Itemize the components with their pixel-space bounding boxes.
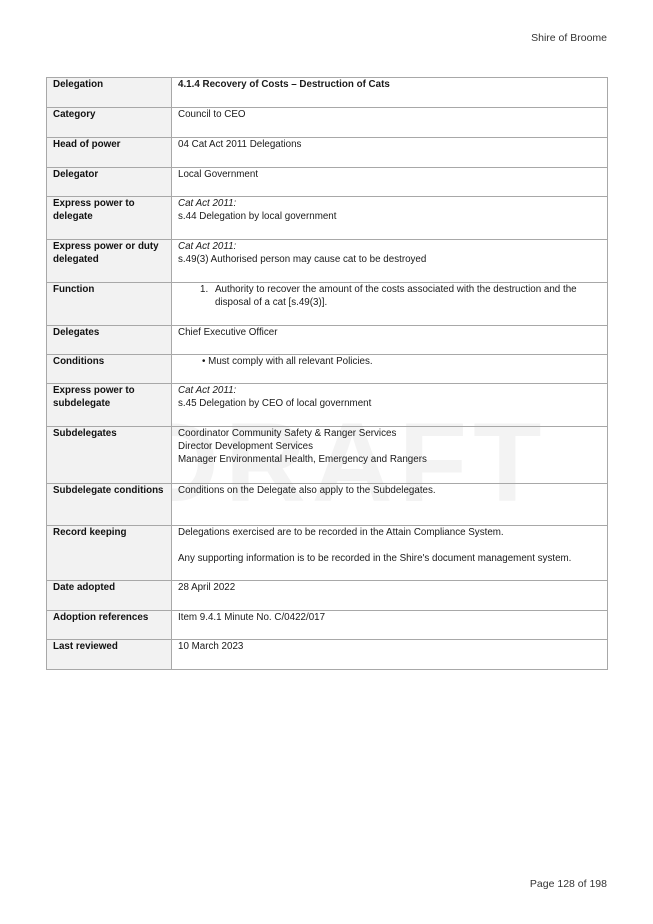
row-label: Last reviewed: [47, 640, 172, 670]
row-label: Function: [47, 283, 172, 326]
subdelegate-line: Manager Environmental Health, Emergency and Rangers: [178, 454, 427, 465]
table-row-record-keeping: [47, 526, 608, 581]
row-value: [172, 526, 608, 581]
record-keeping-paragraph: Any supporting information is to be recorded in the Shire's document management system.: [178, 553, 572, 564]
row-label: Delegates: [47, 326, 172, 355]
row-label: Adoption references: [47, 611, 172, 640]
row-value: 28 April 2022: [172, 581, 608, 611]
delegation-title: 4.1.4 Recovery of Costs – Destruction of Cats: [172, 78, 608, 108]
table-row-subdelegates: [47, 427, 608, 484]
row-value: Chief Executive Officer: [172, 326, 608, 355]
row-label: Date adopted: [47, 581, 172, 611]
table-row-delegates: [47, 326, 608, 355]
page-header-organisation: Shire of Broome: [531, 32, 607, 44]
page-number: Page 128 of 198: [529, 878, 607, 890]
row-label: Subdelegates: [47, 427, 172, 484]
section-text: s.45 Delegation by CEO of local government: [178, 398, 372, 409]
row-label: Express power to delegate: [47, 197, 172, 240]
table-row-conditions: [47, 355, 608, 384]
row-label: Delegation: [47, 78, 172, 108]
table-row-express-power-or-duty-delegated: [47, 240, 608, 283]
delegation-table: [46, 77, 608, 670]
table-row-adoption-references: [47, 611, 608, 640]
row-value: [172, 427, 608, 484]
row-label: Category: [47, 108, 172, 138]
table-row-delegator: [47, 168, 608, 197]
table-row-express-power-to-delegate: [47, 197, 608, 240]
table-row-category: [47, 108, 608, 138]
act-name: Cat Act 2011:: [178, 385, 237, 396]
row-label: Head of power: [47, 138, 172, 168]
table-row-head-of-power: [47, 138, 608, 168]
table-row-last-reviewed: [47, 640, 608, 670]
list-number: 1.: [200, 284, 209, 295]
row-value: Item 9.4.1 Minute No. C/0422/017: [172, 611, 608, 640]
row-label: Express power or duty delegated: [47, 240, 172, 283]
table-row-express-power-to-subdelegate: [47, 384, 608, 427]
row-value: 04 Cat Act 2011 Delegations: [172, 138, 608, 168]
bullet-icon: •: [202, 356, 209, 367]
row-value: Council to CEO: [172, 108, 608, 138]
row-value: [172, 283, 608, 326]
row-label: Conditions: [47, 355, 172, 384]
row-label: Subdelegate conditions: [47, 484, 172, 526]
row-value: Local Government: [172, 168, 608, 197]
condition-bullet-item: [178, 355, 601, 368]
row-value: [172, 384, 608, 427]
act-name: Cat Act 2011:: [178, 198, 237, 209]
act-name: Cat Act 2011:: [178, 241, 237, 252]
row-label: Express power to subdelegate: [47, 384, 172, 427]
record-keeping-paragraph: Delegations exercised are to be recorded in the Attain Compliance System.: [178, 527, 504, 538]
table-row-date-adopted: [47, 581, 608, 611]
subdelegate-line: Coordinator Community Safety & Ranger Services: [178, 428, 397, 439]
row-value: [172, 355, 608, 384]
table-row-function: [47, 283, 608, 326]
row-value: 10 March 2023: [172, 640, 608, 670]
row-value: [172, 197, 608, 240]
section-text: s.44 Delegation by local government: [178, 211, 337, 222]
section-text: s.49(3) Authorised person may cause cat to be destroyed: [178, 254, 427, 265]
row-value: Conditions on the Delegate also apply to the Subdelegates.: [172, 484, 608, 526]
function-list-item: [178, 283, 601, 309]
bullet-text: Must comply with all relevant Policies.: [208, 356, 373, 367]
table-row-subdelegate-conditions: [47, 484, 608, 526]
row-label: Delegator: [47, 168, 172, 197]
list-text: Authority to recover the amount of the costs associated with the destruction and the disposal of a cat [s.49(3)].: [215, 284, 577, 308]
table-row-delegation: [47, 78, 608, 108]
subdelegate-line: Director Development Services: [178, 441, 314, 452]
row-label: Record keeping: [47, 526, 172, 581]
row-value: [172, 240, 608, 283]
